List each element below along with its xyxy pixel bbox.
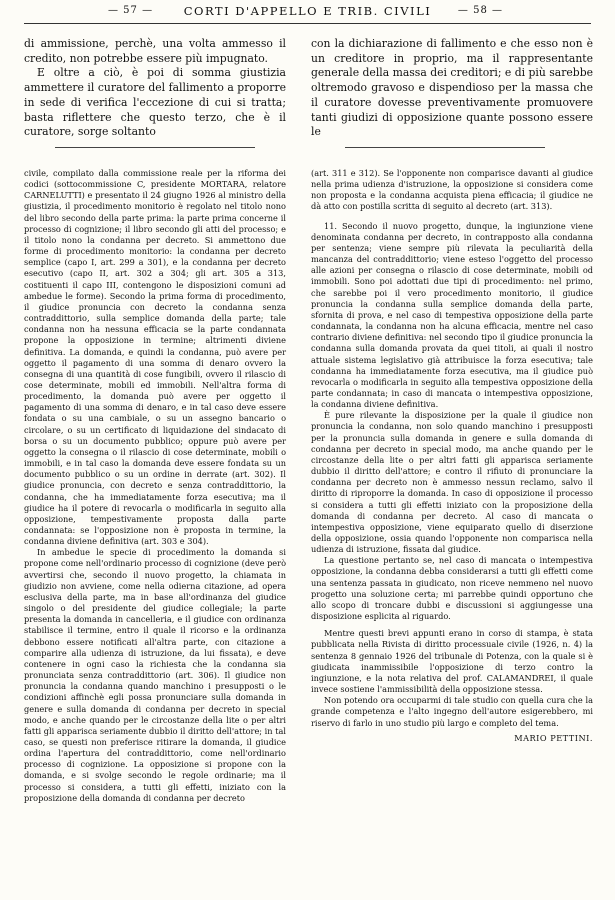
footnote-paragraph: Non potendo ora occuparmi di tale studio con quella cura che la grande competenza e l'alto ingegno dell'autore esigerebbero, mi riservo di farlo in uno studio più largo e completo del tema. [311,695,593,728]
body-paragraph: di ammissione, perchè, una volta ammesso il credito, non potrebbe essere più impugnato. [24,37,286,65]
footnote-paragraph: In ambedue le specie di procedimento la domanda si propone come nell'ordinario processo di cognizione (deve però avvertirsi che, secondo il nuovo progetto, la chiamata in giudizio non avviene, come nella odierna citazione, ad opera esclusiva della parte, ma in base all'ordinanza del giudice singolo o del presidente del giudice collegiale; la parte presenta la domanda in cancelleria, e il giudice con ordinanza stabilisce il termine, entro il quale il ricorso e la ordinanza debbono essere notificati all'altra parte, con citazione a comparire alla udienza di istruzione, da lui fissata), e deve contenere in ogni caso la richiesta che la condanna sia pronunciata senza contraddittorio (art. 306). Il giudice non pronuncia la condanna quando manchino i presupposti o le condizioni affinchè egli possa pronunciare sulla domanda in genere e sulla domanda di condanna per decreto in special modo, e anche quando per le circostanze della lite o per altri fatti gli apparisca seriamente dubbio il diritto dell'attore; in tal caso, se questi non preferisce ritirare la domanda, il giudice ordina l'apertura del contraddittorio, come nell'ordinario processo di cognizione. La opposizione si propone con la domanda, e si svolge secondo le regole ordinarie; ma il processo si considera, a tutti gli effetti, iniziato con la proposizione della domanda di condanna per decreto [24,547,286,803]
footnote-paragraph: Mentre questi brevi appunti erano in corso di stampa, è stata pubblicata nella Rivista di diritto processuale civile (1926, n. 4) la sentenza 8 gennaio 1926 del tribunale di Potenza, con la quale si è giudicata inammissibile l'opposizione di terzo contro la ingiunzione, e la nota relativa del prof. CALAMANDREI, il quale invece sostiene l'ammissibilità della opposizione stessa. [311,628,593,695]
body-left-column [24,37,286,137]
footnote-paragraph: La questione pertanto se, nel caso di mancata o intempestiva opposizione, la condanna debba considerarsi a tutti gli effetti come una sentenza passata in giudicato, non riceve nemmeno nel nuovo progetto una soluzione certa; mi parrebbe quindi opportuno che allo scopo di troncare dubbi e discussioni si aggiungesse una disposizione esplicita al riguardo. [311,555,593,622]
page-number-right: — 58 — [457,5,503,16]
body-paragraph: con la dichiarazione di fallimento e che esso non è un creditore in proprio, ma il rappresentante generale della massa dei creditori; e di più sarebbe oltremodo gravoso e dispendioso per la massa che il curatore dovesse preventivamente promuovere tanti giudizi di opposizione quante possono essere le [311,37,594,139]
page-number-left: — 57 — [108,5,154,16]
footnote-paragraph: 11. Secondo il nuovo progetto, dunque, la ingiunzione viene denominata condanna per decreto, in contrapposto alla condanna per sentenza; viene sempre più rilevata la peculiarità della mancanza del contraddittorio; viene esteso l'oggetto del processo alle azioni per consegna o rilascio di cose determinate, mobili od immobili. Sono poi adottati due tipi di procedimento: nel primo, che sarebbe poi il vero procedimento monitorio, il giudice pronuncia la condanna sulla semplice domanda della parte, sfornita di prova, e nel caso di tempestiva opposizione della parte condannata, la condanna non ha alcuna efficacia, mentre nel caso contrario diviene definitiva: nel secondo tipo il giudice pronuncia la condanna sulla domanda provata da quei titoli, ai quali il nostro attuale sistema legislativo già attribuisce la forza esecutiva; tale condanna ha immediatamente forza esecutiva, ma il giudice può revocarla o modificarla in seguito alla tempestiva opposizione della parte condannata; in caso di mancata o intempestiva opposizione, la condanna diviene definitiva. [311,220,593,410]
running-header [24,4,591,22]
footnote-paragraph: È pure rilevante la disposizione per la quale il giudice non pronuncia la condanna, non solo quando manchino i presupposti per la pronuncia sulla domanda in genere e sulla domanda di condanna per decreto in special modo, ma anche quando per le circostanze della lite o per altri fatti gli apparisca seriamente dubbio il diritto dell'attore; e contro il rifiuto di pronunciare la condanna per decreto non è ammesso nessun reclamo, salvo il diritto di riproporre la domanda. In caso di opposizione il processo si considera a tutti gli effetti iniziato con la proposizione della domanda di condanna per decreto. Al caso di mancata o intempestiva opposizione, viene equiparato quello di diserzione della opposizione, ossia quando l'opponente non comparisca nella udienza di istruzione, fissata dal giudice. [311,410,593,555]
footnote-left-column [24,168,286,804]
footnote-paragraph: civile, compilato dalla commissione reale per la riforma dei codici (sottocommissione C, presidente MORTARA, relatore CARNELUTTI) e presentato il 24 giugno 1926 al ministro della giustizia, il procedimento monitorio è regolato nel titolo nono del libro secondo della parte prima: la parte prima concerne il processo di cognizione; il libro secondo gli atti del processo; e il titolo nono la condanna per decreto. Si ammettono due forme di procedimento monitorio: la condanna per decreto semplice (capo I, art. 299 a 301), e la condanna per decreto esecutivo (capo II, art. 302 a 304; gli art. 305 a 313, costituenti il capo III, contengono le disposizioni comuni ad ambedue le forme). Secondo la prima forma di procedimento, il giudice pronuncia con decreto la condanna senza contraddittorio, sulla semplice domanda della parte; tale condanna non ha nessuna efficacia se la parte condannata propone la opposizione in termine; altrimenti diviene definitiva. La domanda, e quindi la condanna, può avere per oggetto il pagamento di una somma di denaro ovvero la consegna di una quantità di cose fungibili, ovvero il rilascio di cose determinate, mobili ed immobili. Nell'altra forma di procedimento, la domanda può avere per oggetto il pagamento di una somma di denaro, e in tal caso deve essere fondata o su una cambiale, o su un assegno bancario o circolare, o su un certificato di liquidazione del sindacato di borsa o su un documento pubblico; oppure può avere per oggetto la consegna o il rilascio di cose determinate, mobili o immobili, e in tal caso la domanda deve essere fondata su un documento pubblico o su un ordine in derrate (art. 302). Il giudice pronuncia, con decreto e senza contraddittorio, la condanna, che ha immediatamente forza esecutiva; ma il giudice ha il potere di revocarla o modificarla in seguito alla opposizione, tempestivamente proposta dalla parte condannata: se l'opposizione non è proposta in termine, la condanna diviene definitiva (art. 303 e 304). [24,168,286,547]
footnote-separator-left [55,147,255,148]
footnote-separator-right [345,147,545,148]
author-signature: MARIO PETTINI. [514,732,593,743]
running-title: CORTI D'APPELLO E TRIB. CIVILI [183,4,432,18]
body-paragraph: E oltre a ciò, è poi di somma giustizia ammettere il curatore del fallimento a proporre in sede di verifica l'eccezione di cui si tratta; basta riflettere che questo terzo, che è il curatore, sorge soltanto [24,66,286,139]
body-right-column [311,37,593,137]
header-rule [24,23,591,24]
footnote-paragraph: (art. 311 e 312). Se l'opponente non comparisce davanti al giudice nella prima udienza d'istruzione, la opposizione si considera come non proposta e la condanna acquista piena efficacia; il giudice ne dà atto con postilla scritta di seguito al decreto (art. 313). [311,168,593,212]
footnote-right-column [311,168,593,744]
